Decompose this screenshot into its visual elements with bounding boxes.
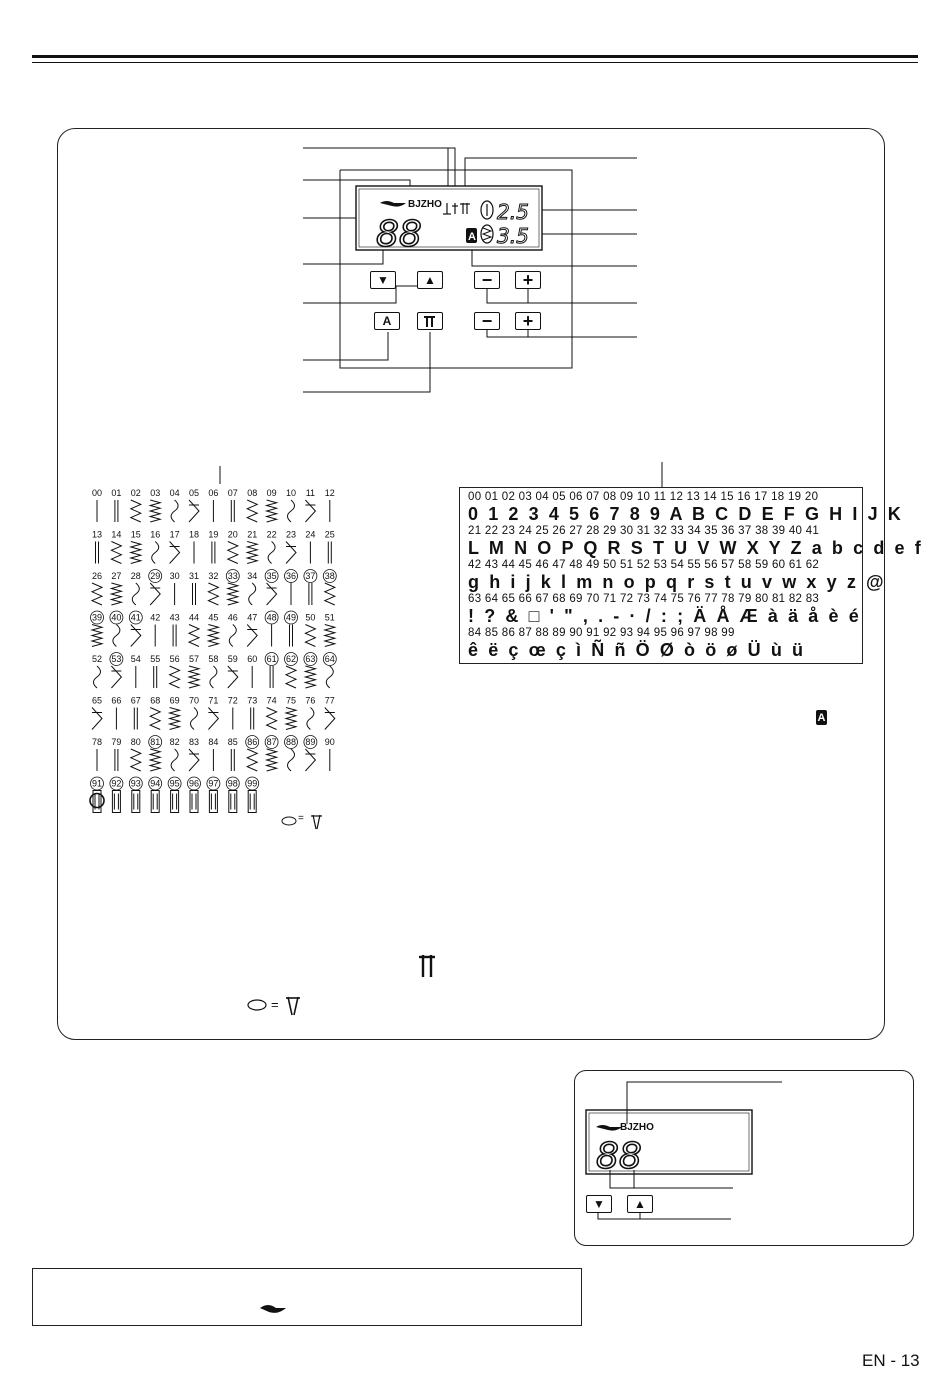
- stitch-number: 74: [266, 695, 277, 706]
- stitch-number: 80: [130, 737, 141, 747]
- stitch-number: 20: [227, 529, 238, 540]
- stitch-number: 72: [227, 695, 238, 706]
- stitch-number: 18: [188, 529, 200, 540]
- stitch-number: 22: [266, 529, 277, 540]
- stitch-number: 59: [227, 654, 238, 664]
- stitch-number: 97: [208, 778, 219, 789]
- stitch-number: 06: [208, 488, 219, 498]
- stitch-number: 00: [91, 488, 103, 498]
- stitch-number: 60: [247, 654, 258, 664]
- oval-legend-eq: =: [271, 997, 279, 1012]
- stitch-number: 37: [305, 571, 316, 581]
- stitch-number: 70: [188, 695, 200, 706]
- stitch-number: 43: [169, 612, 180, 623]
- pattern-down-button[interactable]: ▼: [586, 1195, 612, 1213]
- stitch-number: 21: [247, 529, 258, 540]
- stitch-number: 99: [247, 778, 258, 789]
- stitch-number: 62: [285, 654, 297, 664]
- note-box: [32, 1268, 582, 1326]
- lcd-stitch-length: 3.5: [497, 224, 529, 248]
- stitch-number: 66: [111, 695, 122, 706]
- stitch-number: 44: [188, 612, 200, 623]
- stitch-number: 46: [227, 612, 238, 623]
- stitch-number: 03: [150, 488, 161, 498]
- stitch-number: 04: [169, 488, 180, 498]
- stitch-number: 68: [150, 695, 161, 706]
- stitch-number: 48: [266, 612, 277, 623]
- stitch-number: 71: [208, 695, 219, 706]
- stitch-number: 39: [91, 612, 103, 623]
- stitch-number: 13: [91, 529, 103, 540]
- stitch-number: 52: [91, 654, 103, 664]
- auto-mode-badge: A: [817, 711, 826, 724]
- lcd-stitch-width: 2.5: [497, 200, 529, 224]
- stitch-number: 65: [91, 695, 103, 706]
- stitch-number: 95: [169, 778, 180, 789]
- stitch-number: 50: [305, 612, 316, 623]
- stitch-number: 83: [188, 737, 200, 747]
- stitch-number: 54: [130, 654, 141, 664]
- alphabet-row-chars: ! ? & □ ' " , . - · / : ; Ä Å Æ à ä å è é: [468, 606, 862, 626]
- grid-legend-eq: =: [298, 813, 304, 824]
- stitch-number: 81: [150, 737, 161, 747]
- stitch-number: 51: [324, 612, 335, 623]
- stitch-number: 76: [305, 695, 316, 706]
- stitch-number: 92: [111, 778, 122, 789]
- stitch-number: 24: [305, 529, 316, 540]
- stitch-number: 49: [285, 612, 297, 623]
- width-plus-button[interactable]: +: [515, 271, 541, 289]
- stitch-number: 55: [150, 654, 161, 664]
- length-plus-button[interactable]: +: [515, 312, 541, 330]
- stitch-number: 07: [227, 488, 238, 498]
- stitch-number: 35: [266, 571, 277, 581]
- lcd-pattern-digits: 88: [376, 214, 422, 255]
- stitch-number: 08: [247, 488, 258, 498]
- stitch-number: 29: [150, 571, 161, 581]
- stitch-number: 89: [305, 737, 316, 747]
- stitch-number: 28: [130, 571, 141, 581]
- stitch-number: 19: [208, 529, 219, 540]
- stitch-number: 73: [247, 695, 258, 706]
- stitch-number: 12: [324, 488, 335, 498]
- stitch-number: 77: [324, 695, 335, 706]
- stitch-number: 75: [285, 695, 297, 706]
- stitch-number: 47: [247, 612, 258, 623]
- stitch-number: 98: [227, 778, 238, 789]
- pattern-up-button[interactable]: ▲: [417, 271, 443, 289]
- stitch-number: 09: [266, 488, 277, 498]
- stitch-number: 05: [188, 488, 200, 498]
- stitch-number: 94: [150, 778, 161, 789]
- stitch-number: 11: [305, 488, 316, 498]
- stitch-number: 38: [324, 571, 335, 581]
- stitch-number: 85: [227, 737, 238, 747]
- stitch-number: 86: [247, 737, 258, 747]
- page-number: EN - 13: [862, 1351, 920, 1370]
- stitch-number: 87: [266, 737, 277, 747]
- stitch-number: 41: [130, 612, 141, 623]
- stitch-number: 32: [208, 571, 219, 581]
- stitch-number: 26: [91, 571, 103, 581]
- alphabet-row-chars: ê ë ç œ ç ì Ñ ñ Ö Ø ò ö ø Ü ù ü: [468, 640, 806, 660]
- alphabet-row-numbers: 21 22 23 24 25 26 27 28 29 30 31 32 33 34 35 36 37 38 39 40 41: [468, 525, 820, 537]
- alphabet-row-numbers: 84 85 86 87 88 89 90 91 92 93 94 95 96 97 98 99: [468, 627, 735, 639]
- stitch-number: 69: [169, 695, 180, 706]
- alphabet-row-numbers: 00 01 02 03 04 05 06 07 08 09 10 11 12 13 14 15 16 17 18 19 20: [468, 491, 819, 503]
- pattern-up-button[interactable]: ▲: [627, 1195, 653, 1213]
- stitch-number: 17: [169, 529, 180, 540]
- stitch-number: 78: [91, 737, 103, 747]
- stitch-number: 01: [111, 488, 122, 498]
- stitch-number: 96: [188, 778, 200, 789]
- stitch-number: 88: [285, 737, 297, 747]
- stitch-number: 93: [130, 778, 141, 789]
- alphabet-row-chars: L M N O P Q R S T U V W X Y Z a b c d e f: [468, 538, 924, 558]
- stitch-number: 27: [111, 571, 122, 581]
- stitch-number: 33: [227, 571, 238, 581]
- stitch-number: 61: [266, 654, 277, 664]
- alphabet-row-chars: g h i j k l m n o p q r s t u v w x y z @: [468, 572, 887, 592]
- stitch-number: 67: [130, 695, 141, 706]
- stitch-number: 53: [111, 654, 122, 664]
- stitch-number: 25: [324, 529, 335, 540]
- stitch-number: 84: [208, 737, 219, 747]
- auto-lock-button[interactable]: A: [374, 312, 400, 330]
- stitch-number: 23: [285, 529, 297, 540]
- width-minus-button[interactable]: −: [474, 271, 500, 289]
- bobbin-winder-icon: [258, 1302, 288, 1316]
- stitch-number: 45: [208, 612, 219, 623]
- stitch-number: 31: [188, 571, 200, 581]
- stitch-number: 90: [324, 737, 335, 747]
- stitch-number: 91: [91, 778, 103, 789]
- stitch-number: 10: [285, 488, 297, 498]
- stitch-number: 36: [285, 571, 297, 581]
- alphabet-row-numbers: 63 64 65 66 67 68 69 70 71 72 73 74 75 76 77 78 79 80 81 82 83: [468, 593, 820, 605]
- stitch-number: 14: [111, 529, 122, 540]
- stitch-number: 30: [169, 571, 180, 581]
- stitch-number: 15: [130, 529, 141, 540]
- alphabet-row-chars: 0 1 2 3 4 5 6 7 8 9 A B C D E F G H I J K: [468, 504, 904, 524]
- length-minus-button[interactable]: −: [474, 312, 500, 330]
- stitch-number: 58: [208, 654, 219, 664]
- stitch-number: 64: [324, 654, 335, 664]
- stitch-number: 79: [111, 737, 122, 747]
- stitch-number: 56: [169, 654, 180, 664]
- pattern-down-button[interactable]: ▼: [370, 271, 396, 289]
- stitch-number: 63: [305, 654, 316, 664]
- stitch-number: 34: [247, 571, 258, 581]
- lcd-brand: BJZHO: [620, 1122, 654, 1133]
- lcd-brand: BJZHO: [408, 199, 442, 210]
- lcd-auto-badge: A: [468, 231, 476, 243]
- stitch-number: 42: [150, 612, 161, 623]
- stitch-number: 40: [111, 612, 122, 623]
- stitch-number: 02: [130, 488, 141, 498]
- stitch-number: 57: [188, 654, 200, 664]
- stitch-number: 16: [150, 529, 161, 540]
- alphabet-row-numbers: 42 43 44 45 46 47 48 49 50 51 52 53 54 55 56 57 58 59 60 61 62: [468, 559, 820, 571]
- lcd-pattern-digits: 88: [596, 1136, 642, 1177]
- stitch-number: 82: [169, 737, 180, 747]
